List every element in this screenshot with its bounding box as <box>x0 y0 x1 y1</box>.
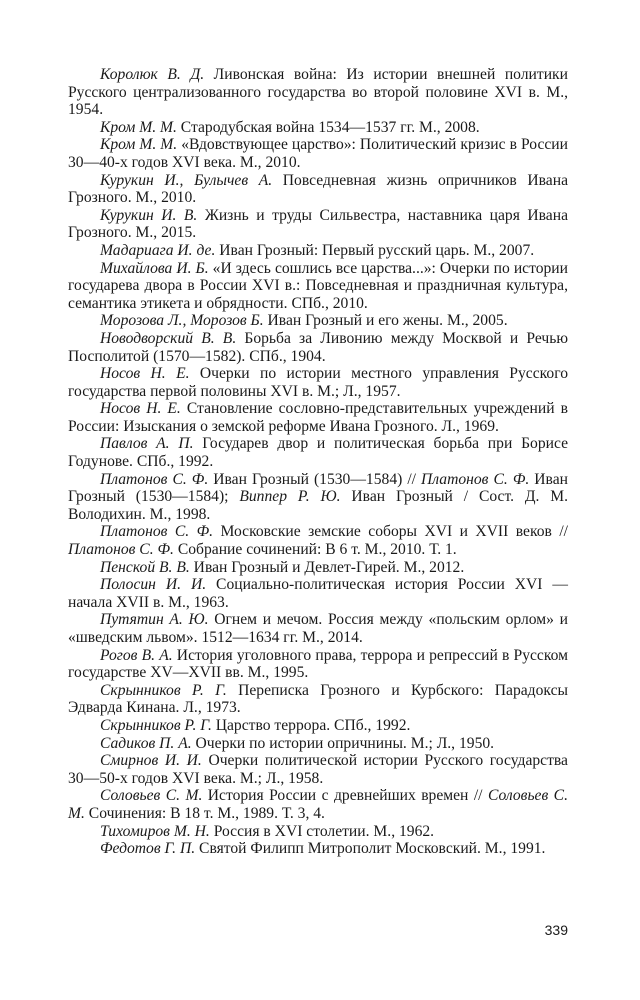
entry-text: Собрание сочинений: В 6 т. М., 2010. Т. 1. <box>173 541 457 559</box>
bibliography-entry <box>68 435 568 470</box>
entry-author: Платонов С. Ф. <box>68 541 174 559</box>
entry-author: Носов Н. Е. <box>100 365 190 383</box>
entry-author: Платонов С. Ф. <box>100 523 214 541</box>
entry-author: Морозова Л., Морозов Б. <box>100 312 264 330</box>
entry-author: Платонов С. Ф. <box>100 470 209 488</box>
entry-author: Королюк В. Д. <box>100 66 205 83</box>
entry-text: Московские земские соборы XVI и XVII веков // <box>213 523 569 541</box>
entry-text: Жизнь и труды Сильвестра, наставника царя Ивана Грозного. М., 2015. <box>68 206 568 242</box>
entry-text: Становление сословно-представительных учреждений в России: Изыскания о земской реформе Ивана Грозного. Л., 1969. <box>68 400 568 435</box>
entry-author: Курукин И. В. <box>100 206 198 224</box>
bibliography-entry <box>68 752 568 787</box>
entry-author: Кром М. М. <box>100 136 178 154</box>
bibliography-entry <box>68 523 568 558</box>
entry-text: Иван Грозный и его жены. М., 2005. <box>263 312 508 330</box>
entry-author: Пенской В. В. <box>100 558 190 576</box>
entry-text: «Вдовствующее царство»: Политический кризис в России 30—40-х годов XVI века. М., 2010. <box>68 136 568 171</box>
bibliography-entry <box>68 400 568 435</box>
entry-author: Павлов А. П. <box>100 435 194 453</box>
entry-text: Иван Грозный / Сост. Д. М. Володихин. М., 1998. <box>68 488 568 523</box>
bibliography-entry <box>68 242 568 260</box>
entry-author: Платонов С. Ф. <box>421 470 530 488</box>
entry-text: Государев двор и политическая борьба при Борисе Годунове. СПб., 1992. <box>68 435 568 471</box>
entry-text: Иван Грозный: Первый русский царь. М., 2007. <box>215 241 535 259</box>
entry-author: Полосин И. И. <box>100 576 207 594</box>
bibliography-entry <box>68 840 568 858</box>
bibliography-list <box>68 66 568 858</box>
entry-author: Федотов Г. П. <box>100 840 196 858</box>
entry-text: Очерки по истории местного управления Русского государства первой половины XVI в. М.; Л., 1957. <box>68 365 568 400</box>
entry-text: История уголовного права, террора и репрессий в Русском государстве XV—XVII вв. М., 1995. <box>68 646 568 682</box>
bibliography-entry <box>68 682 568 717</box>
entry-author: Курукин И., Булычев А. <box>100 171 273 189</box>
bibliography-entry <box>68 735 568 753</box>
entry-author: Мадариага И. де. <box>100 241 216 259</box>
bibliography-entry <box>68 260 568 313</box>
entry-text: Россия в XVI столетии. М., 1962. <box>209 822 435 840</box>
entry-author: Путятин А. Ю. <box>100 611 209 629</box>
entry-text: Сочинения: В 18 т. М., 1989. Т. 3, 4. <box>84 804 325 822</box>
entry-text: Борьба за Ливонию между Москвой и Речью Посполитой (1570—1582). СПб., 1904. <box>68 329 568 365</box>
bibliography-entry <box>68 330 568 365</box>
entry-author: Скрынников Р. Г. <box>100 681 227 699</box>
bibliography-entry <box>68 787 568 822</box>
entry-author: Михайлова И. Б. <box>100 259 209 277</box>
entry-author: Соловьев С. М. <box>100 787 203 805</box>
entry-author: Скрынников Р. Г. <box>100 716 212 734</box>
bibliography-entry <box>68 66 568 119</box>
entry-author: Виппер Р. Ю. <box>239 488 341 506</box>
bibliography-entry <box>68 647 568 682</box>
entry-text: Иван Грозный и Девлет-Гирей. М., 2012. <box>189 558 465 576</box>
entry-text: Стародубская война 1534—1537 гг. М., 2008. <box>176 118 480 136</box>
bibliography-entry <box>68 576 568 611</box>
entry-author: Соловьев С. М. <box>68 787 568 822</box>
entry-text: Очерки по истории опричнины. М.; Л., 1950. <box>191 734 495 752</box>
entry-author: Носов Н. Е. <box>100 400 181 418</box>
entry-text: История России с древнейших времен // <box>202 787 488 805</box>
entry-text: Святой Филипп Митрополит Московский. М., 1991. <box>195 840 546 858</box>
entry-author: Садиков П. А. <box>100 734 192 752</box>
entry-author: Новодворский В. В. <box>100 329 237 347</box>
bibliography-entry <box>68 471 568 524</box>
entry-author: Рогов В. А. <box>100 646 173 664</box>
bibliography-entry <box>68 559 568 577</box>
entry-author: Тихомиров М. Н. <box>100 822 210 840</box>
entry-text: Царство террора. СПб., 1992. <box>211 716 411 734</box>
entry-text: Иван Грозный (1530—1584); <box>68 470 568 506</box>
entry-author: Смирнов И. И. <box>100 752 202 770</box>
bibliography-entry <box>68 119 568 137</box>
entry-author: Кром М. М. <box>100 118 177 136</box>
entry-text: Огнем и мечом. Россия между «польским орлом» и «шведским львом». 1512—1634 гг. М., 2014. <box>68 611 568 646</box>
bibliography-entry <box>68 365 568 400</box>
entry-text: Социально-политическая история России XVI — начала XVII в. М., 1963. <box>68 576 568 611</box>
bibliography-entry <box>68 611 568 646</box>
bibliography-entry <box>68 207 568 242</box>
entry-text: «И здесь сошлись все царства...»: Очерки по истории государева двора в России XVI в.: Повседневная и праздничная культура, семантика этикета и обрядности. СПб., 2010. <box>68 259 568 312</box>
entry-text: Иван Грозный (1530—1584) // <box>208 470 422 488</box>
bibliography-entry <box>68 717 568 735</box>
entry-text: Ливонская война: Из истории внешней политики Русского централизованного государства во второй половине XVI в. М., 1954. <box>68 66 568 119</box>
entry-text: Повседневная жизнь опричников Ивана Грозного. М., 2010. <box>68 171 568 207</box>
bibliography-entry <box>68 823 568 841</box>
bibliography-entry <box>68 312 568 330</box>
entry-text: Очерки политической истории Русского государства 30—50-х годов XVI века. М.; Л., 1958. <box>68 752 568 787</box>
page-number: 339 <box>544 922 568 938</box>
bibliography-entry <box>68 172 568 207</box>
entry-text: Переписка Грозного и Курбского: Парадоксы Эдварда Кинана. Л., 1973. <box>68 681 568 717</box>
bibliography-entry <box>68 136 568 171</box>
